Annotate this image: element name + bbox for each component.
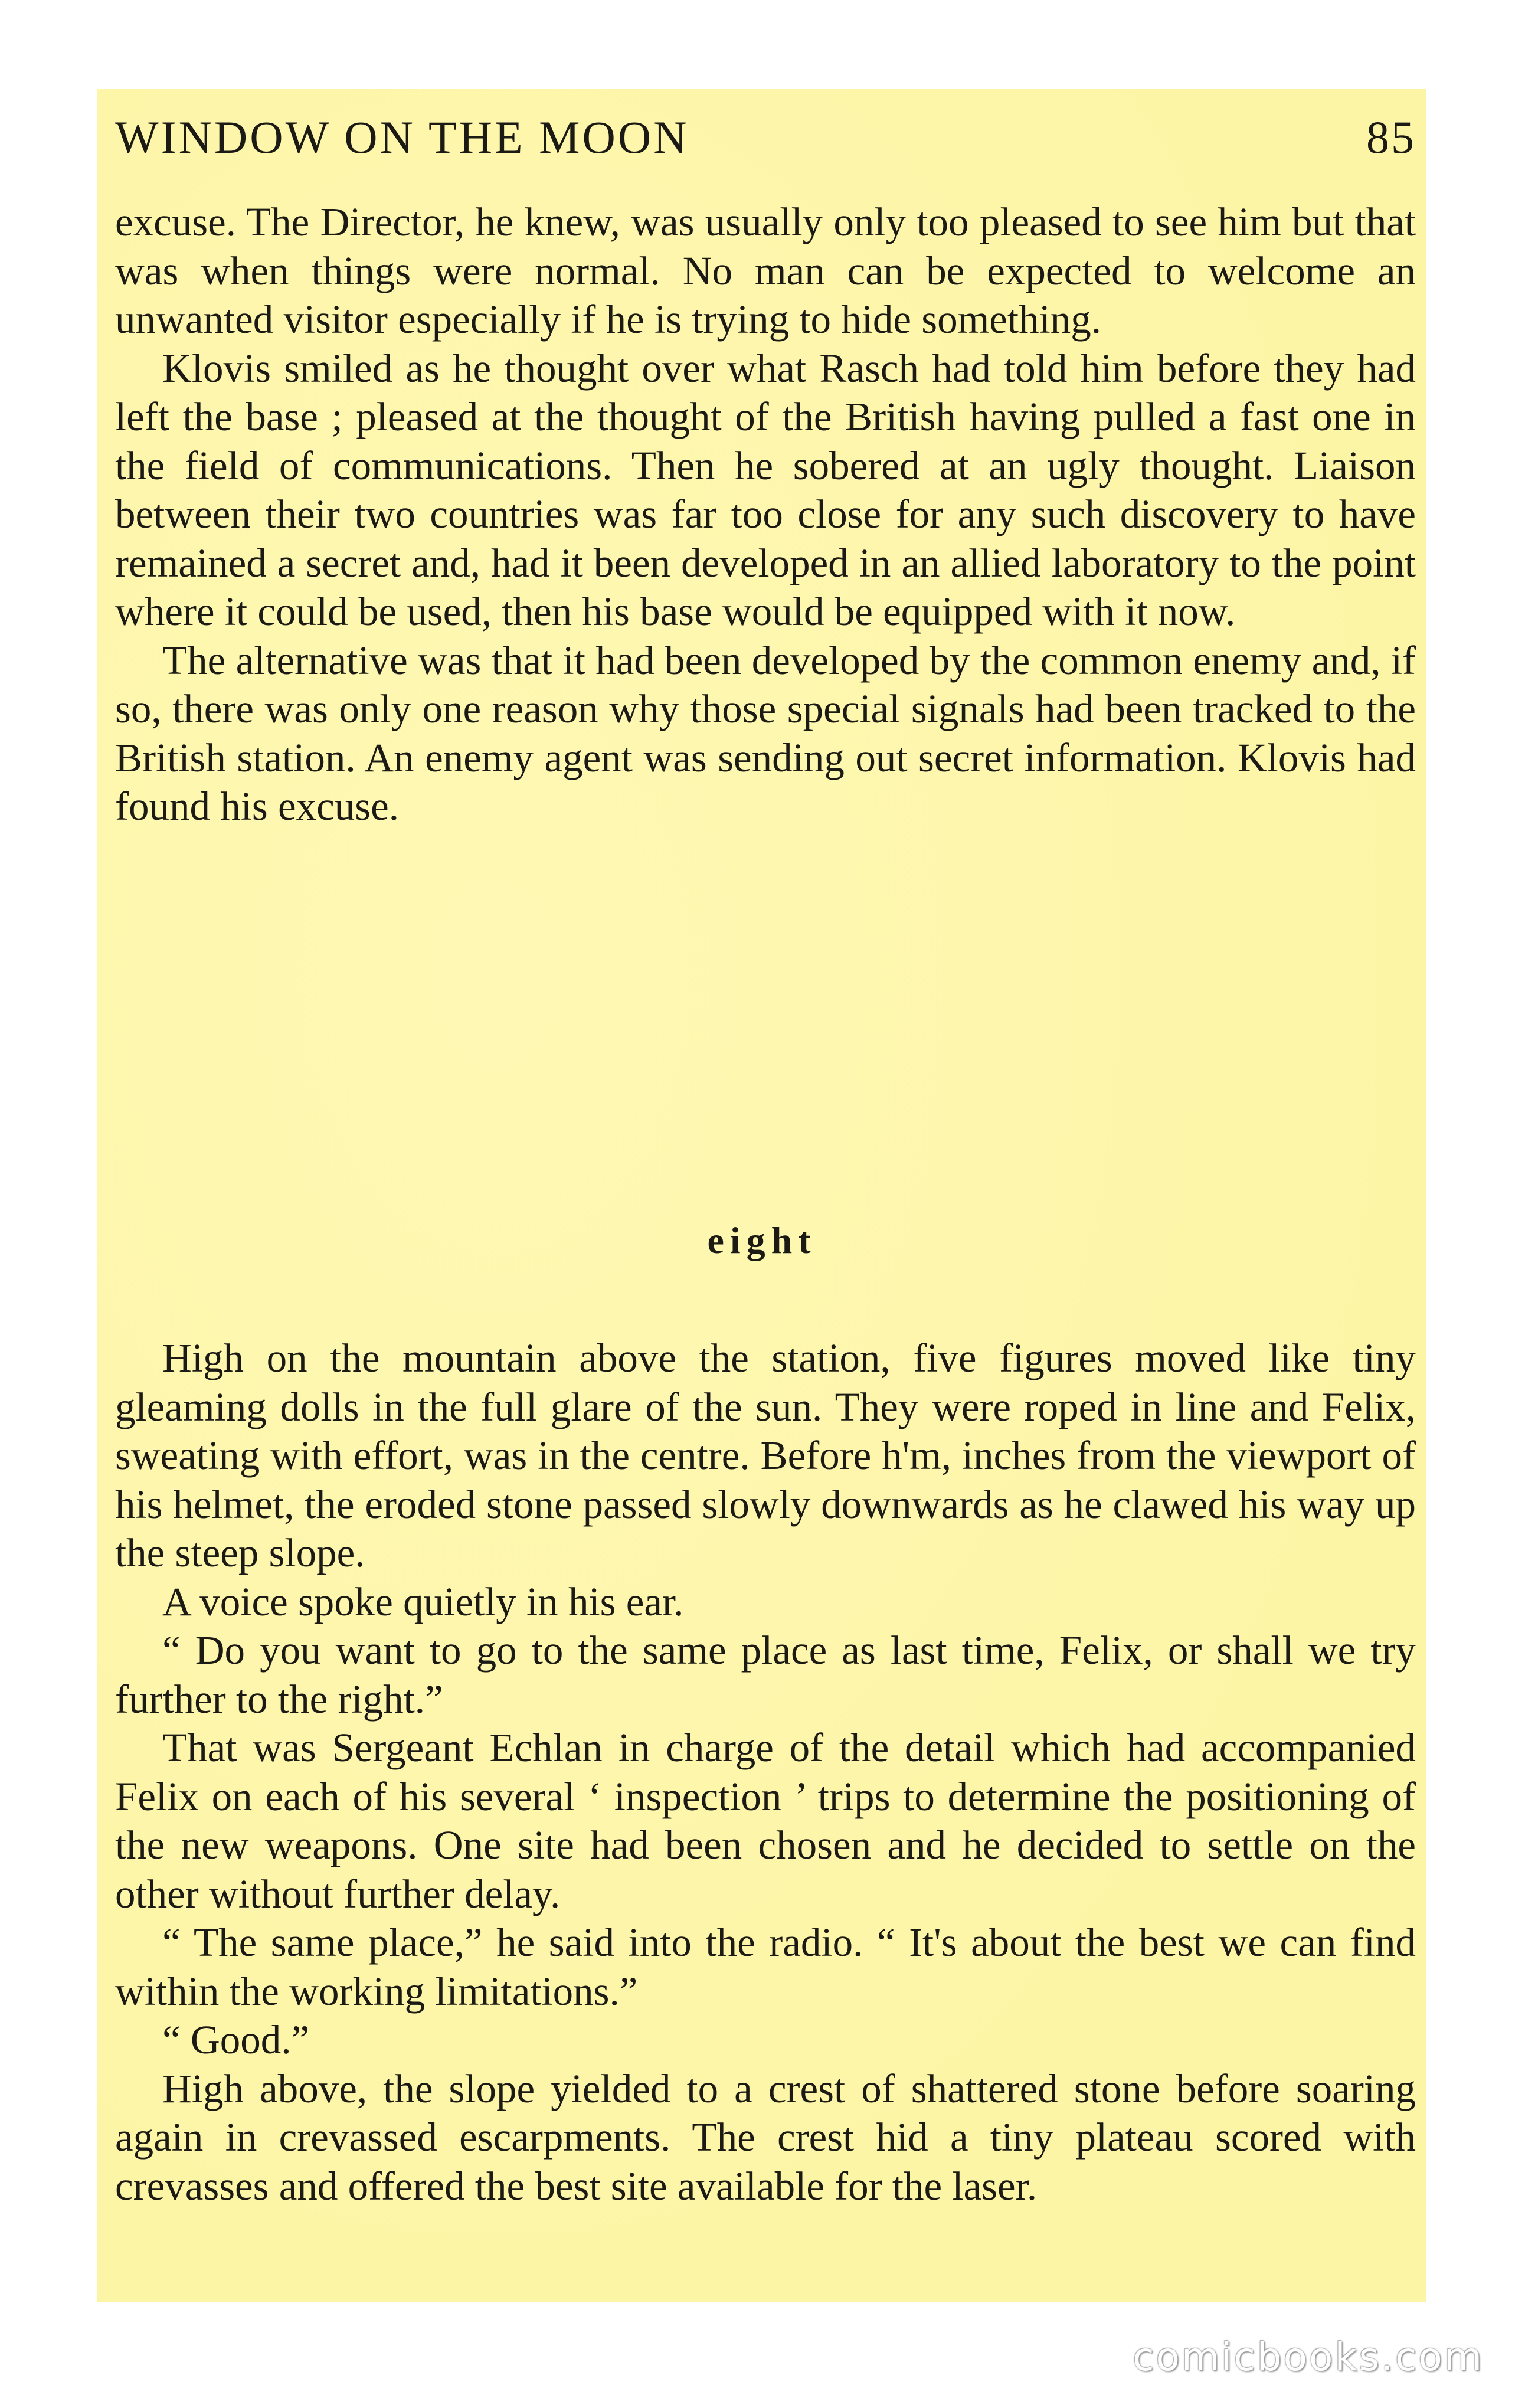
page-number: 85 [1366,112,1416,163]
running-title: WINDOW ON THE MOON [115,112,689,163]
paragraph: That was Sergeant Echlan in charge of the detail which had accompanied Felix on each of his several ‘ inspection ’ trips to determine the positioning of the new weapons. One site had been chosen and he decided to settle on the other without further delay. [115,1725,1416,1916]
text-block-before-chapter [115,198,1416,831]
paragraph: A voice spoke quietly in his ear. [162,1579,684,1624]
watermark: comicbooks.com [1133,2334,1484,2380]
text-block-chapter-eight [115,1334,1416,2210]
paragraph: High on the mountain above the station, five figures moved like tiny gleaming dolls in the full glare of the sun. They were roped in line and Felix, sweating with effort, was in the centre. Before h'm, inches from the viewport of his helmet, the eroded stone passed slowly downwards as he clawed his way up the steep slope. [115,1336,1416,1575]
paragraph: The alternative was that it had been developed by the common enemy and, if so, there was only one reason why those special signals had been tracked to the British station. An enemy agent was sending out secret information. Klovis had found his excuse. [115,637,1416,829]
paragraph: High above, the slope yielded to a crest of shattered stone before soaring again in crevassed escarpments. The crest hid a tiny plateau scored with crevasses and offered the best site available for the laser. [115,2066,1416,2209]
paragraph: “ Do you want to go to the same place as last time, Felix, or shall we try further to the right.” [115,1628,1416,1722]
page-header [115,111,1416,176]
paragraph: “ Good.” [162,2017,310,2062]
paragraph: Klovis smiled as he thought over what Rasch had told him before they had left the base ; pleased at the thought of the British having pulled a fast one in the field of communications. Then he sobered at an ugly thought. Liaison between their two countries was far too close for any such discovery to have remained a secret and, had it been developed in an allied laboratory to the point where it could be used, then his base would be equipped with it now. [115,345,1416,634]
book-page [97,89,1426,2302]
chapter-heading: eight [707,1219,817,1261]
paragraph: excuse. The Director, he knew, was usually only too pleased to see him but that was when things were normal. No man can be expected to welcome an unwanted visitor especially if he is trying to hide something. [115,199,1416,342]
paragraph: “ The same place,” he said into the radio. “ It's about the best we can find within the working limitations.” [115,1920,1416,2014]
